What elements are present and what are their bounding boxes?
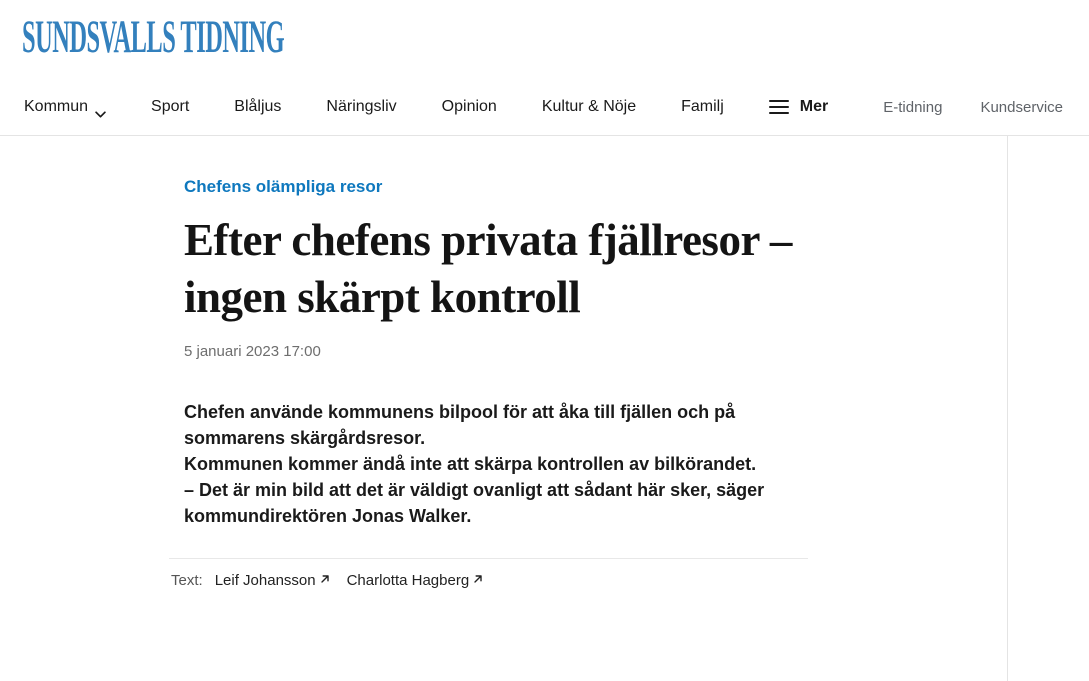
author-name: Leif Johansson [214, 572, 316, 589]
article [171, 136, 808, 589]
site-logo[interactable]: SUNDSVALLS TIDNING [22, 11, 285, 63]
more-menu-button[interactable] [769, 98, 828, 116]
nav-item-label: Sport [151, 98, 190, 115]
arrow-up-right-icon [473, 574, 483, 584]
nav-item-label: Familj [681, 98, 724, 115]
nav-item-label: Kultur & Nöje [541, 98, 637, 115]
e-tidning-link[interactable]: E-tidning [883, 98, 943, 116]
nav-item-kultur-noje[interactable] [542, 98, 636, 116]
nav-item-label: Blåljus [234, 98, 282, 115]
article-lead [184, 399, 808, 529]
article-category-link[interactable]: Chefens olämpliga resor [184, 177, 383, 196]
nav-item-opinion[interactable] [442, 98, 497, 116]
article-headline: Efter chefens privata fjällresor – ingen skärpt kontroll [184, 215, 792, 322]
nav-main-items [24, 98, 828, 116]
publish-date: 5 januari 2023 17:00 [184, 343, 321, 360]
byline [171, 572, 808, 589]
author-link-leif-johansson[interactable] [215, 572, 330, 589]
byline-label: Text: [171, 572, 203, 589]
nav-item-sport[interactable] [151, 98, 189, 116]
more-menu-label: Mer [799, 98, 829, 115]
chevron-down-icon [95, 105, 106, 112]
nav-item-naringsliv[interactable] [326, 98, 396, 116]
nav-item-label: Näringsliv [326, 98, 397, 115]
nav-item-familj[interactable] [681, 98, 724, 116]
main-navigation [24, 85, 1089, 129]
arrow-up-right-icon [320, 574, 330, 584]
kundservice-link[interactable]: Kundservice [980, 98, 1063, 116]
nav-item-kommun[interactable] [24, 98, 106, 116]
lead-paragraph: Chefen använde kommunens bilpool för att åka till fjällen och på sommarens skärgårdsresor. [184, 402, 736, 448]
byline-divider [169, 558, 808, 559]
content-right-divider [1007, 136, 1008, 681]
hamburger-menu-icon [769, 100, 789, 114]
site-header [0, 0, 1089, 136]
utility-links [883, 99, 1089, 116]
author-link-charlotta-hagberg[interactable] [347, 572, 484, 589]
nav-item-label: Opinion [441, 98, 497, 115]
nav-item-blaljus[interactable] [234, 98, 281, 116]
author-name: Charlotta Hagberg [346, 572, 470, 589]
lead-paragraph: Kommunen kommer ändå inte att skärpa kontrollen av bilkörandet. [184, 454, 757, 474]
lead-paragraph: – Det är min bild att det är väldigt ovanligt att sådant här sker, säger kommundirektören Jonas Walker. [184, 480, 765, 526]
nav-item-label: Kommun [24, 98, 89, 115]
